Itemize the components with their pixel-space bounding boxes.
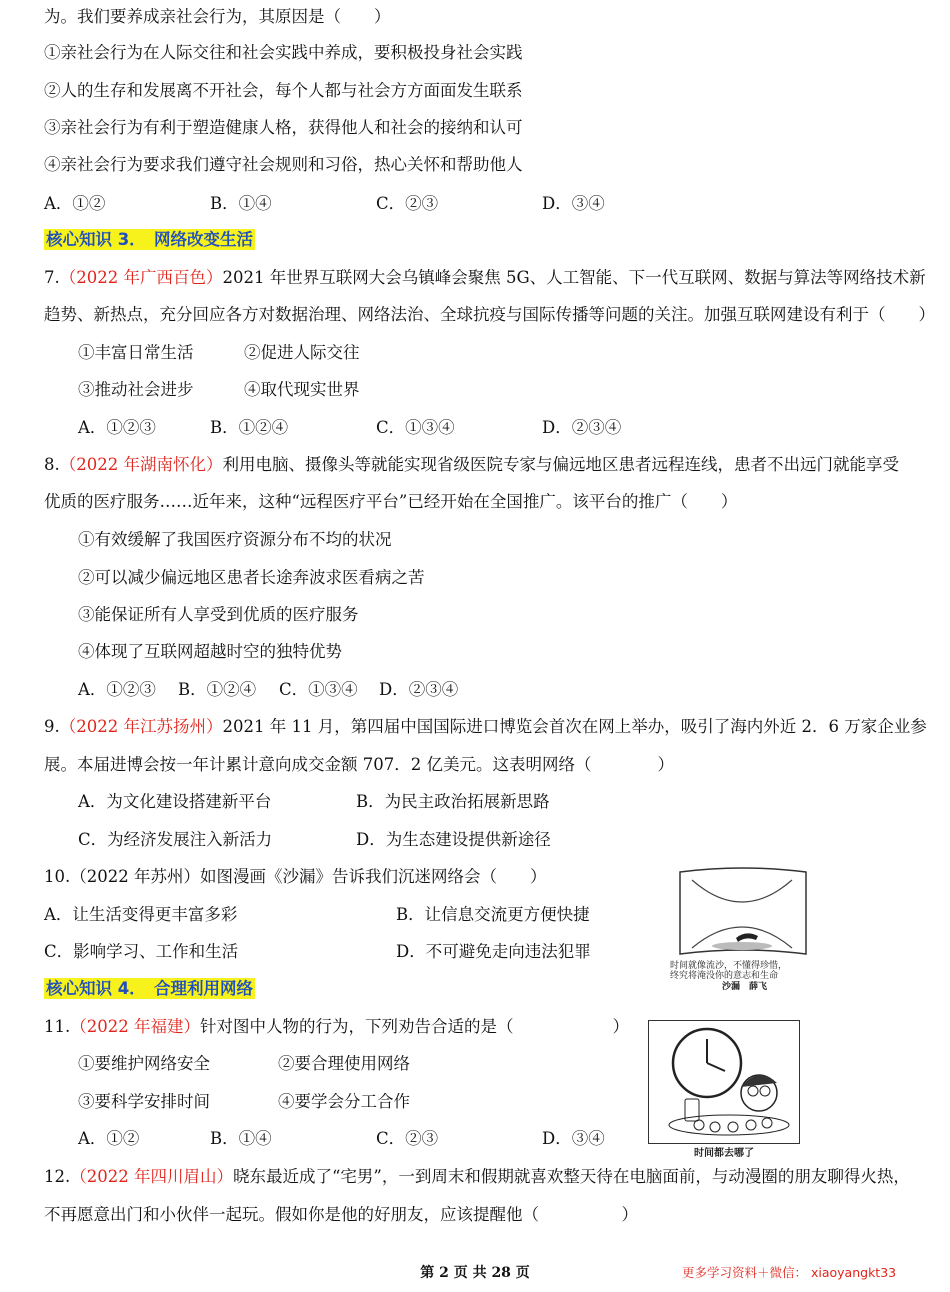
hourglass-caption-1: 时间就像流沙，不懂得珍惜， <box>670 961 788 971</box>
q8-item-1: ①有效缓解了我国医疗资源分布不均的状况 <box>78 530 392 549</box>
hourglass-cartoon <box>666 866 818 956</box>
q6-option-d: D．③④ <box>542 194 605 213</box>
q7-line-1: 7.（2022 年广西百色）2021 年世界互联网大会乌镇峰会聚焦 5G、人工智能、下一代互联网、数据与算法等网络技术新 <box>44 268 926 287</box>
clock-person-drawing <box>649 1021 799 1143</box>
q7-item-3: ③推动社会进步 <box>78 380 194 399</box>
q7-option-b: B．①②④ <box>210 418 289 437</box>
hourglass-drawing <box>666 866 818 956</box>
q8-source: （2022 年湖南怀化） <box>59 455 223 474</box>
q8-line-2: 优质的医疗服务……近年来，这种“远程医疗平台”已经开始在全国推广。该平台的推广（ ） <box>44 492 738 511</box>
q6-item-3: ③亲社会行为有利于塑造健康人格，获得他人和社会的接纳和认可 <box>44 118 523 137</box>
section-heading-4: 核心知识 4． 合理利用网络 <box>46 979 253 998</box>
q12-source: （2022 年四川眉山） <box>70 1167 233 1186</box>
q11-item-1: ①要维护网络安全 <box>78 1054 210 1073</box>
q9-option-d: D．为生态建设提供新途径 <box>356 830 551 849</box>
q10-stem: 10.（2022 年苏州）如图漫画《沙漏》告诉我们沉迷网络会（ ） <box>44 867 547 886</box>
q6-option-a: A．①② <box>44 194 106 213</box>
q9-option-b: B．为民主政治拓展新思路 <box>356 792 550 811</box>
q11-line-1: 11.（2022 年福建）针对图中人物的行为，下列劝告合适的是（ ） <box>44 1017 629 1036</box>
q6-item-2: ②人的生存和发展离不开社会，每个人都与社会方方面面发生联系 <box>44 81 523 100</box>
q8-item-2: ②可以减少偏远地区患者长途奔波求医看病之苦 <box>78 568 425 587</box>
q9-source: （2022 年江苏扬州） <box>59 717 223 736</box>
q11-option-b: B．①④ <box>210 1129 272 1148</box>
clock-cartoon <box>648 1020 800 1144</box>
q6-item-4: ④亲社会行为要求我们遵守社会规则和习俗，热心关怀和帮助他人 <box>44 155 523 174</box>
q8-option-b: B．①②④ <box>178 680 257 699</box>
q7-option-d: D．②③④ <box>542 418 622 437</box>
q7-source: （2022 年广西百色） <box>59 268 223 287</box>
q8-option-a: A．①②③ <box>78 680 156 699</box>
q11-option-a: A．①② <box>78 1129 140 1148</box>
q8-option-d: D．②③④ <box>379 680 459 699</box>
q7-line-2: 趋势、新热点，充分回应各方对数据治理、网络法治、全球抗疫与国际传播等问题的关注。加强互联网建设有利于（ ） <box>44 305 935 324</box>
promo-text: 更多学习资料＋微信： xiaoyangkt33 <box>682 1265 897 1280</box>
q8-item-3: ③能保证所有人享受到优质的医疗服务 <box>78 605 359 624</box>
q10-option-b: B．让信息交流更方便快捷 <box>396 905 590 924</box>
q6-item-1: ①亲社会行为在人际交往和社会实践中养成，要积极投身社会实践 <box>44 43 523 62</box>
q7-option-a: A．①②③ <box>78 418 156 437</box>
q11-option-d: D．③④ <box>542 1129 605 1148</box>
q11-item-2: ②要合理使用网络 <box>278 1054 410 1073</box>
q11-option-c: C．②③ <box>376 1129 439 1148</box>
q9-line-2: 展。本届进博会按一年计累计意向成交金额 707．2 亿美元。这表明网络（ ） <box>44 755 674 774</box>
q6-option-b: B．①④ <box>210 194 272 213</box>
clock-caption: 时间都去哪了 <box>694 1148 754 1159</box>
section-heading-3: 核心知识 3． 网络改变生活 <box>46 230 253 249</box>
q7-item-4: ④取代现实世界 <box>244 380 360 399</box>
q6-stem: 为。我们要养成亲社会行为，其原因是（ ） <box>44 7 391 26</box>
q11-source: （2022 年福建） <box>70 1017 200 1036</box>
q10-option-c: C．影响学习、工作和生活 <box>44 942 239 961</box>
q9-line-1: 9.（2022 年江苏扬州）2021 年 11 月，第四届中国国际进口博览会首次在网上举办，吸引了海内外近 2．6 万家企业参 <box>44 717 927 736</box>
q7-option-c: C．①③④ <box>376 418 455 437</box>
q10-option-d: D．不可避免走向违法犯罪 <box>396 942 591 961</box>
q11-item-4: ④要学会分工合作 <box>278 1092 410 1111</box>
q9-option-a: A．为文化建设搭建新平台 <box>78 792 272 811</box>
q12-line-2: 不再愿意出门和小伙伴一起玩。假如你是他的好朋友，应该提醒他（ ） <box>44 1205 638 1224</box>
q6-option-c: C．②③ <box>376 194 439 213</box>
q7-item-2: ②促进人际交往 <box>244 343 360 362</box>
q12-line-1: 12.（2022 年四川眉山）晓东最近成了“宅男”，一到周末和假期就喜欢整天待在电脑面前，与动漫圈的朋友聊得火热， <box>44 1167 910 1186</box>
q8-item-4: ④体现了互联网超越时空的独特优势 <box>78 642 342 661</box>
q10-option-a: A．让生活变得更丰富多彩 <box>44 905 238 924</box>
hourglass-caption-3: 沙漏 薛飞 <box>722 982 768 992</box>
q8-option-c: C．①③④ <box>279 680 358 699</box>
q9-option-c: C．为经济发展注入新活力 <box>78 830 273 849</box>
q11-item-3: ③要科学安排时间 <box>78 1092 210 1111</box>
hourglass-caption-2: 终究将淹没你的意志和生命 <box>670 971 779 981</box>
q8-line-1: 8.（2022 年湖南怀化）利用电脑、摄像头等就能实现省级医院专家与偏远地区患者远程连线，患者不出远门就能享受 <box>44 455 899 474</box>
q7-item-1: ①丰富日常生活 <box>78 343 194 362</box>
page-number: 第 2 页 共 28 页 <box>420 1265 530 1281</box>
